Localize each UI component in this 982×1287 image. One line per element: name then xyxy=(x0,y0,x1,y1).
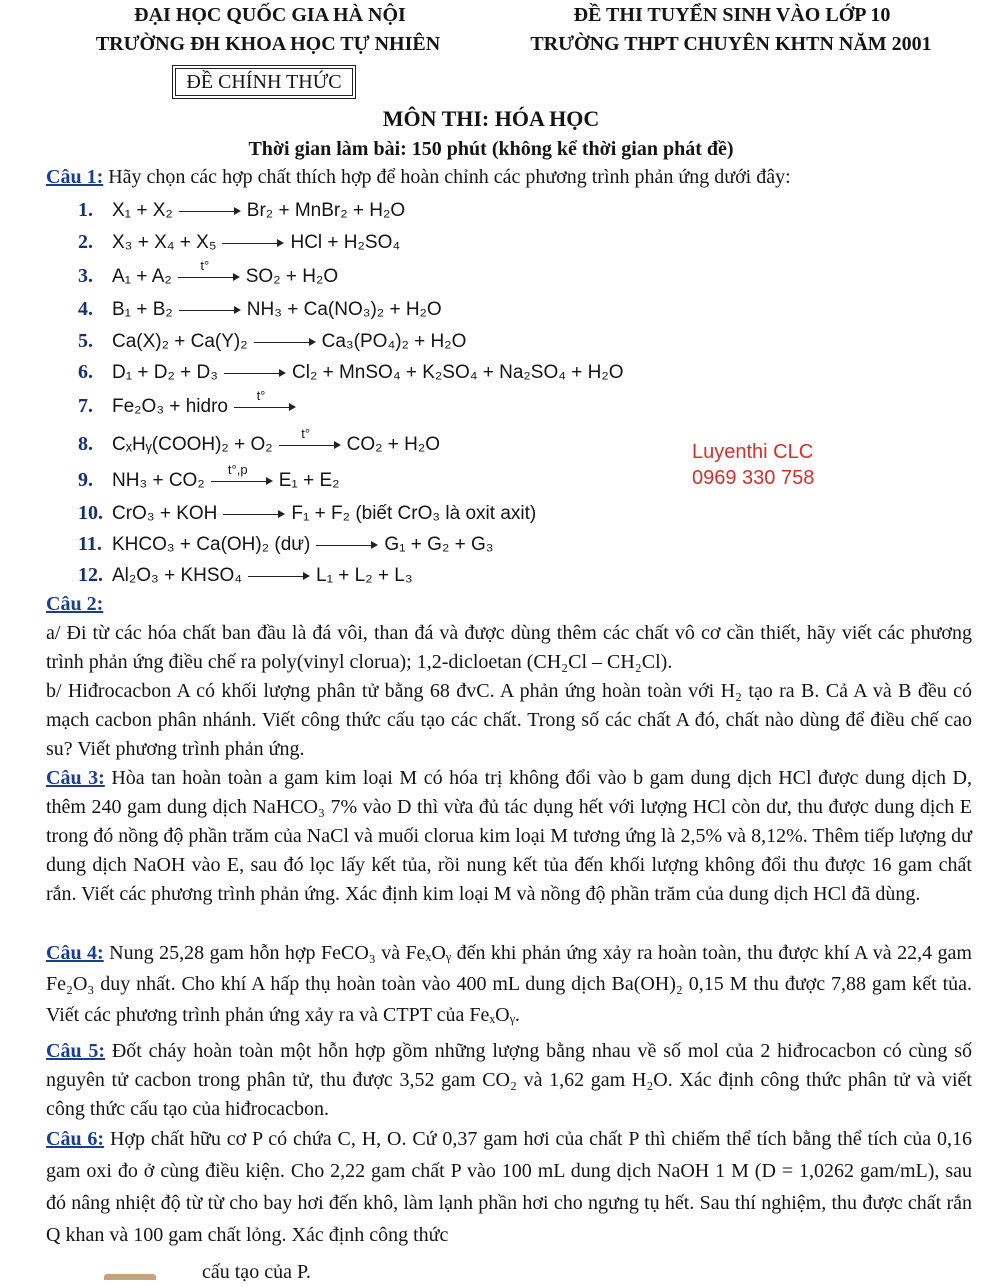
question-5-label: Câu 5: xyxy=(46,1040,106,1062)
watermark-phone: 0969 330 758 xyxy=(692,467,815,489)
question-6 xyxy=(46,1123,972,1251)
reaction-row xyxy=(78,328,466,355)
question-1-prompt xyxy=(46,163,972,192)
reaction-reactants: A₁ + A₂ xyxy=(112,266,172,287)
reaction-reactants: NH₃ + CO₂ xyxy=(112,470,205,491)
reaction-reactants: KHCO₃ + Ca(OH)₂ (dư) xyxy=(112,534,311,555)
question-2-label-row xyxy=(46,590,972,619)
exam-title: ĐỀ THI TUYỂN SINH VÀO LỚP 10 xyxy=(573,4,891,26)
reaction-row xyxy=(78,426,441,458)
reaction-products: CO₂ + H₂O xyxy=(346,434,441,455)
question-2-label: Câu 2: xyxy=(46,593,104,615)
reaction-number: 1. xyxy=(78,199,93,221)
question-1-label: Câu 1: xyxy=(46,166,104,188)
reaction-row xyxy=(78,359,624,386)
reaction-arrow-icon xyxy=(211,462,273,488)
reaction-number: 7. xyxy=(78,395,93,417)
question-3-text: Hòa tan hoàn toàn a gam kim loại M có hóa trị không đổi vào b gam dung dịch HCl được dung dịch D, thêm 240 gam dung dịch NaHCO₃ 7% vào D thì vừa đủ tác dụng hết với lượng HCl còn dư, thu được dung dịch E trong đó nồng độ phần trăm của NaCl và muối clorua kim loại M tương ứng là 2,5% và 8,12%. Thêm tiếp lượng dư dung dịch NaOH vào E, sau đó lọc lấy kết tủa, rồi nung kết tủa đến khối lượng không đổi thu được 16 gam chất rắn. Viết các phương trình phản ứng. Xác định kim loại M và nồng độ phần trăm của dung dịch HCl đã dùng. xyxy=(46,767,972,905)
reaction-number: 9. xyxy=(78,469,93,491)
question-4-label: Câu 4: xyxy=(46,942,104,964)
reaction-arrow-icon xyxy=(316,538,378,552)
question-5-text: Đốt cháy hoàn toàn một hỗn hợp gồm những lượng bằng nhau về số mol của 2 hiđrocacbon có cùng số nguyên tử cacbon trong phân tử, thu được 3,52 gam CO₂ và 1,62 gam H₂O. Xác định công thức phân tử và viết công thức cấu tạo của hiđrocacbon. xyxy=(46,1040,972,1120)
question-3 xyxy=(46,764,972,909)
reaction-reactants: Ca(X)₂ + Ca(Y)₂ xyxy=(112,331,248,352)
reaction-row xyxy=(78,258,339,290)
reaction-reactants: D₁ + D₂ + D₃ xyxy=(112,362,218,383)
reaction-row xyxy=(78,296,442,323)
exam-duration: Thời gian làm bài: 150 phút (không kể thời gian phát đề) xyxy=(248,138,734,160)
question-1-text: Hãy chọn các hợp chất thích hợp để hoàn chỉnh các phương trình phản ứng dưới đây: xyxy=(103,166,791,188)
reaction-row xyxy=(78,562,413,589)
reaction-number: 12. xyxy=(78,564,103,586)
question-2-part-b: b/ Hiđrocacbon A có khối lượng phân tử bằng 68 đvC. A phản ứng hoàn toàn với H₂ tạo ra B. Cả A và B đều có mạch cacbon phân nhánh. Viết công thức cấu tạo các chất. Trong số các chất A đó, chất nào dùng để điều chế cao su? Viết phương trình phản ứng. xyxy=(46,680,972,760)
subject-title: MÔN THI: HÓA HỌC xyxy=(382,106,600,131)
question-6-tail: cấu tạo của P. xyxy=(202,1261,311,1283)
university-name: ĐẠI HỌC QUỐC GIA HÀ NỘI xyxy=(134,4,406,26)
reaction-arrow-icon xyxy=(179,204,241,218)
reaction-condition: t°,p xyxy=(227,462,248,478)
reaction-arrow-icon xyxy=(224,366,286,380)
reaction-products: F₁ + F₂ (biết CrO₃ là oxit axit) xyxy=(291,503,537,524)
reaction-row xyxy=(78,500,536,527)
reaction-row xyxy=(78,531,494,558)
official-stamp-label: ĐỀ CHÍNH THỨC xyxy=(175,68,353,96)
reaction-arrow-icon xyxy=(179,303,241,317)
reaction-number: 2. xyxy=(78,231,93,253)
reaction-arrow-icon xyxy=(223,507,285,521)
reaction-condition: t° xyxy=(200,258,210,274)
question-2-part-a: a/ Đi từ các hóa chất ban đầu là đá vôi, than đá và được dùng thêm các chất vô cơ cần thiết, hãy viết các phương trình phản ứng điều chế ra poly(vinyl clorua); 1,2-dicloetan (CH₂Cl – CH₂Cl). xyxy=(46,622,972,673)
reaction-number: 10. xyxy=(78,502,103,524)
reaction-products: E₁ + E₂ xyxy=(278,470,340,491)
reaction-reactants: X₁ + X₂ xyxy=(112,200,173,221)
reaction-arrow-icon xyxy=(222,236,284,250)
reaction-reactants: CₓHᵧ(COOH)₂ + O₂ xyxy=(112,434,273,455)
reaction-reactants: Al₂O₃ + KHSO₄ xyxy=(112,565,243,586)
school-year: TRƯỜNG THPT CHUYÊN KHTN NĂM 2001 xyxy=(530,33,932,55)
reaction-row xyxy=(78,462,340,494)
official-stamp xyxy=(172,65,356,99)
reaction-row xyxy=(78,388,302,420)
reaction-arrow-icon xyxy=(178,258,240,284)
reaction-number: 8. xyxy=(78,433,93,455)
question-4 xyxy=(46,938,972,1031)
reaction-number: 3. xyxy=(78,265,93,287)
reaction-arrow-icon xyxy=(254,335,316,349)
question-5 xyxy=(46,1037,972,1124)
reaction-condition: t° xyxy=(256,388,266,404)
reaction-reactants: X₃ + X₄ + X₅ xyxy=(112,232,217,253)
reaction-products: NH₃ + Ca(NO₃)₂ + H₂O xyxy=(246,299,442,320)
reaction-row xyxy=(78,229,400,256)
reaction-row xyxy=(78,197,405,224)
reaction-arrow-icon xyxy=(279,426,341,452)
question-3-label: Câu 3: xyxy=(46,767,105,789)
reaction-products: Ca₃(PO₄)₂ + H₂O xyxy=(321,331,467,352)
reaction-products: HCl + H₂SO₄ xyxy=(290,232,401,253)
reaction-arrow-icon xyxy=(234,388,296,414)
reaction-number: 5. xyxy=(78,330,93,352)
reaction-number: 6. xyxy=(78,361,93,383)
reaction-products: Br₂ + MnBr₂ + H₂O xyxy=(246,200,406,221)
reaction-number: 11. xyxy=(78,533,102,555)
reaction-products: L₁ + L₂ + L₃ xyxy=(316,565,413,586)
question-6-label: Câu 6: xyxy=(46,1128,105,1150)
faculty-name: TRƯỜNG ĐH KHOA HỌC TỰ NHIÊN xyxy=(95,33,441,55)
reaction-reactants: Fe₂O₃ + hidro xyxy=(112,396,228,417)
question-4-text: Nung 25,28 gam hỗn hợp FeCO₃ và FeₓOᵧ đến khi phản ứng xảy ra hoàn toàn, thu được khí A và 22,4 gam Fe₂O₃ duy nhất. Cho khí A hấp thụ hoàn toàn vào 400 mL dung dịch Ba(OH)₂ 0,15 M thu được 7,88 gam kết tủa. Viết các phương trình phản ứng xảy ra và CTPT của FeₓOᵧ. xyxy=(46,942,972,1026)
decorative-bar xyxy=(104,1274,156,1280)
reaction-arrow-icon xyxy=(248,569,310,583)
reaction-products: G₁ + G₂ + G₃ xyxy=(384,534,494,555)
reaction-products: Cl₂ + MnSO₄ + K₂SO₄ + Na₂SO₄ + H₂O xyxy=(292,362,624,383)
watermark-brand: Luyenthi CLC xyxy=(692,441,814,463)
reaction-reactants: CrO₃ + KOH xyxy=(112,503,218,524)
reaction-number: 4. xyxy=(78,298,93,320)
question-6-text: Hợp chất hữu cơ P có chứa C, H, O. Cứ 0,37 gam hơi của chất P thì chiếm thể tích bằng thể tích của 0,16 gam oxi đo ở cùng điều kiện. Cho 2,22 gam chất P vào 100 mL dung dịch NaOH 1 M (D = 1,0262 gam/mL), sau đó nâng nhiệt độ từ từ cho bay hơi đến khô, làm lạnh phần hơi cho ngưng tụ hết. Sau thí nghiệm, thu được chất rắn Q khan và 100 gam chất lỏng. Xác định công thức xyxy=(46,1128,972,1246)
reaction-products: SO₂ + H₂O xyxy=(245,266,339,287)
reaction-condition: t° xyxy=(301,426,311,442)
reaction-reactants: B₁ + B₂ xyxy=(112,299,173,320)
